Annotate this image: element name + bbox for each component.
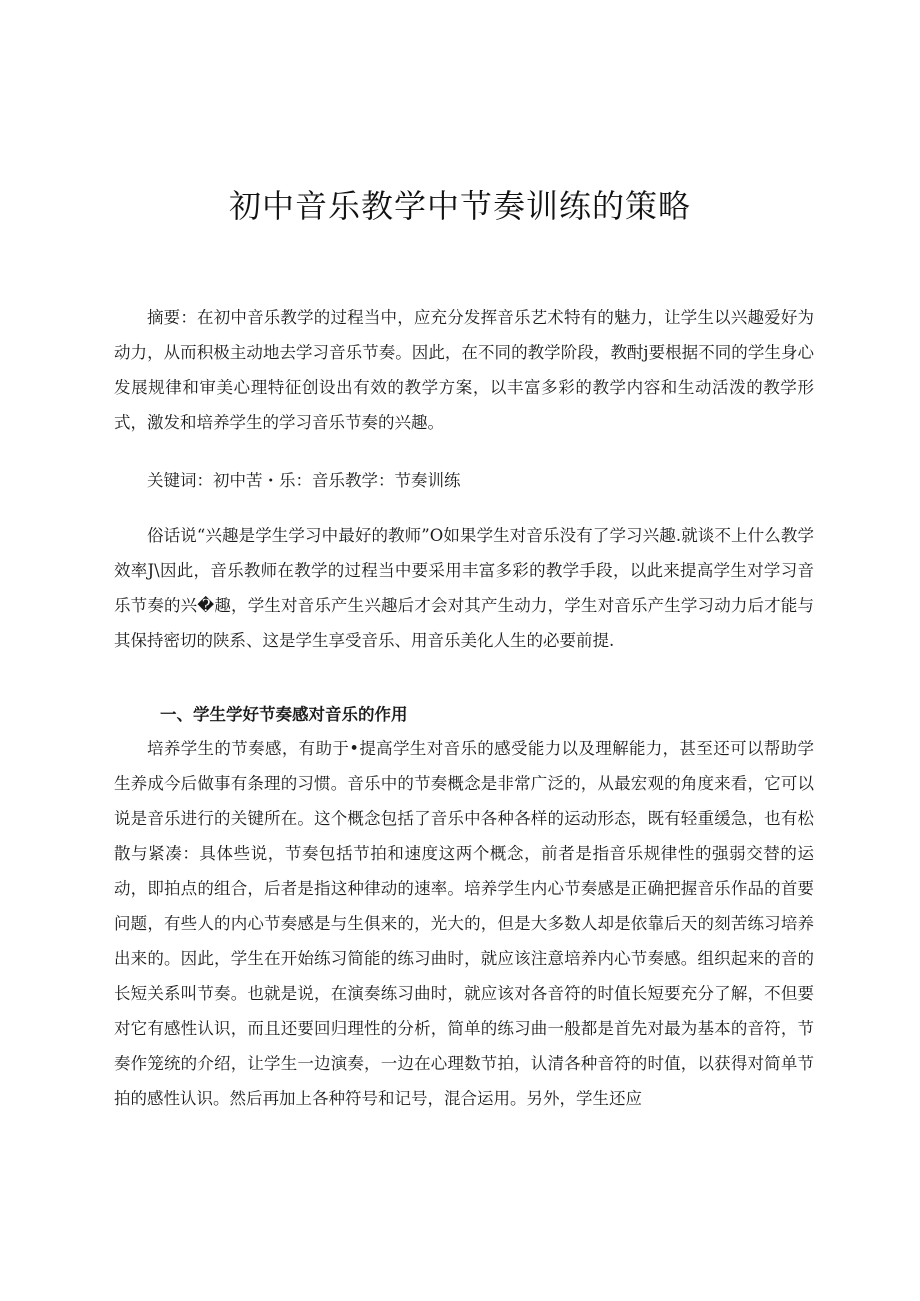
document-title: 初中音乐教学中节奏训练的策略 [228, 187, 691, 226]
section-body-paragraph: 培养学生的节奏感，有助于•提高学生对音乐的感受能力以及理解能力，甚至还可以帮助学生养成今后做事有条理的习惯。音乐中的节奏概念是非常广泛的，从最宏观的角度来看，它可以说是音乐进行的关键所在。这个概念包括了音乐中各种各样的运动形态，既有轻重缓急，也有松散与紧凑：具体些说，节奏包括节拍和速度这两个概念，前者是指音乐规律性的强弱交替的运动，即拍点的组合，后者是指这种律动的速率。培养学生内心节奏感是正确把握音乐作品的首要问题，有些人的内心节奏感是与生俱来的，光大的，但是大多数人却是依靠后天的刻苦练习培养出来的。因此，学生在开始练习简能的练习曲时，就应该注意培养内心节奏感。组织起来的音的长短关系叫节奏。也就是说，在演奏练习曲时，就应该对各音符的时值长短要充分了解，不但要对它有感性认识，而且还要回归理性的分析，简单的练习曲一般都是首先对最为基本的音符，节奏作笼统的介绍，让学生一边演奏，一边在心理数节拍，认清各种音符的时值，以获得对简单节拍的感性认识。然后再加上各种符号和记号，混合运用。另外，学生还应 [114, 739, 814, 1108]
section-heading: 一、学生学好节奏感对音乐的作用 [160, 705, 408, 724]
intro-paragraph: 俗话说“兴趣是学生学习中最好的教师”O如果学生对音乐没有了学习兴趣.就谈不上什么教学效率J\因此，音乐教师在教学的过程当中要采用丰富多彩的教学手段，以此来提高学生对学习音乐节奏的兴�趣，学生对音乐产生兴趣后才会对其产生动力，学生对音乐产生学习动力后才能与其保持密切的陕系、这是学生享受音乐、用音乐美化人生的必要前提. [114, 526, 814, 650]
abstract-paragraph: 摘要：在初中音乐教学的过程当中，应充分发挥音乐艺术特有的魅力，让学生以兴趣爱好为动力，从而积极主动地去学习音乐节奏。因此，在不同的教学阶段，教酎j要根据不同的学生身心发展规律和审美心理特征创设出有效的教学方案，以丰富多彩的教学内容和生动活泼的教学形式，激发和培养学生的学习音乐节奏的兴趣。 [114, 308, 814, 432]
keywords-paragraph: 关键词：初中苦・乐：音乐教学：节奏训练 [147, 471, 461, 490]
